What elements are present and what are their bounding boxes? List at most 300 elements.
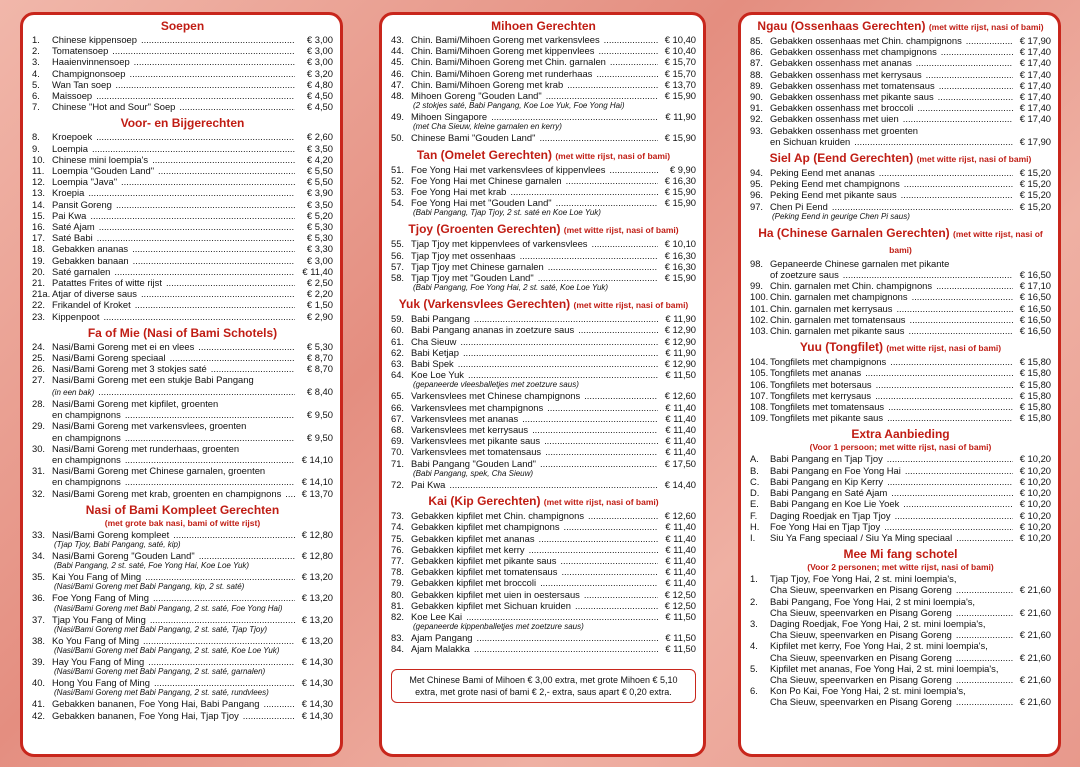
- item-name-wrap: [52, 101, 295, 112]
- section-title-note: (met witte rijst, nasi of bami): [928, 22, 1044, 32]
- item-name: Babi Pangang en Saté Ajam: [770, 487, 888, 499]
- item-name-wrap: [411, 250, 658, 261]
- section-title-text: Nasi of Bami Kompleet Gerechten: [85, 502, 280, 517]
- item-number: 4.: [750, 640, 758, 652]
- item-number: E.: [750, 498, 759, 510]
- item-name: Gebakken ossenhass met broccoli: [770, 102, 914, 114]
- item-price: € 21,60: [1013, 584, 1051, 595]
- section-title-text: Mee Mi fang schotel: [843, 547, 958, 562]
- item-name: Tongfilets met pikante saus: [770, 412, 884, 424]
- menu-item: [750, 573, 1051, 584]
- item-description: (Babi Pangang, 2 st. saté, Foe Yong Hai, Koe Loe Yuk): [54, 561, 250, 571]
- item-name-wrap: [411, 479, 658, 490]
- item-description: (Nasi/Bami Goreng met Babi Pangang, 2 st. saté, garnalen): [54, 667, 266, 677]
- menu-item: [391, 533, 696, 544]
- item-description: (met Cha Sieuw, kleine garnalen en kerry): [413, 122, 562, 132]
- item-number: 109.: [750, 412, 769, 424]
- item-number: 77.: [391, 554, 405, 566]
- item-price: € 14,10: [295, 454, 333, 465]
- menu-item: [391, 197, 696, 208]
- item-name-wrap: [52, 56, 295, 67]
- item-price: € 10,20: [1013, 521, 1051, 532]
- item-name: Nasi/Bami Goreng speciaal: [52, 352, 166, 364]
- menu-item-continuation: [750, 136, 1051, 147]
- item-name-wrap: [770, 280, 1013, 291]
- menu-item: [391, 402, 696, 413]
- item-number: 99.: [750, 280, 764, 292]
- item-number: 6.: [750, 685, 758, 697]
- item-price: € 13,20: [295, 571, 333, 582]
- section-title-text: Soepen: [160, 19, 205, 33]
- item-price: € 15,80: [1013, 367, 1051, 378]
- section-title-text: Tan (Omelet Gerechten): [416, 147, 552, 162]
- menu-item: [750, 521, 1051, 532]
- menu-item: [32, 79, 333, 90]
- item-number: 64.: [391, 369, 405, 381]
- item-price-spacer: [295, 443, 333, 454]
- item-name-wrap: [770, 258, 1013, 269]
- item-number: 4.: [32, 67, 40, 79]
- item-name-wrap: [52, 352, 295, 363]
- menu-item: [391, 238, 696, 249]
- menu-item: [32, 210, 333, 221]
- item-name-continued: en champignons: [52, 453, 121, 465]
- section-title-note: (met witte rijst, nasi of bami): [916, 154, 1032, 165]
- item-number: 20.: [32, 265, 46, 277]
- menu-item: [391, 336, 696, 347]
- menu-item: [32, 363, 333, 374]
- item-number: 90.: [750, 91, 764, 103]
- item-price-spacer: [1013, 596, 1051, 607]
- item-name-wrap: [411, 577, 658, 588]
- item-price: € 17,40: [1013, 46, 1051, 57]
- item-name-continued-wrap: [770, 607, 1013, 618]
- item-description: (Babi Pangang, Tjap Tjoy, 2 st. saté en Koe Loe Yuk): [413, 208, 601, 218]
- item-price: € 15,90: [658, 197, 696, 208]
- item-name: Chin. garnalen met Chin. champignons: [770, 280, 933, 292]
- item-number: 83.: [391, 632, 405, 644]
- item-name: Gebakken ossenhass met champignons: [770, 46, 937, 58]
- item-number: 7.: [32, 101, 40, 113]
- item-number: 105.: [750, 367, 769, 379]
- item-number: B.: [750, 464, 759, 476]
- item-number: 43.: [391, 34, 405, 45]
- item-price: € 21,60: [1013, 696, 1051, 707]
- item-price: € 10,20: [1013, 476, 1051, 487]
- item-number: 40.: [32, 677, 46, 689]
- section-title: [750, 151, 1051, 167]
- menu-item: [32, 420, 333, 431]
- item-name-wrap: [770, 521, 1013, 532]
- section-title: [32, 116, 333, 131]
- item-price: € 15,20: [1013, 201, 1051, 212]
- item-price: € 16,50: [1013, 314, 1051, 325]
- item-name: Tongfilets met ananas: [770, 367, 862, 379]
- item-number-spacer: [750, 136, 770, 147]
- item-name-wrap: [411, 611, 658, 622]
- item-name-wrap: [411, 424, 658, 435]
- item-name-wrap: [770, 685, 1013, 696]
- item-price: € 15,90: [658, 186, 696, 197]
- item-name-wrap: [411, 632, 658, 643]
- item-name-wrap: [411, 313, 658, 324]
- item-name-wrap: [411, 643, 658, 654]
- item-name: Gebakken ossenhass met kerrysaus: [770, 68, 922, 80]
- menu-panel-right: [738, 12, 1061, 757]
- item-name: Tjap Tjoy met kippenvlees of varkensvlees: [411, 238, 588, 250]
- menu-item: [32, 592, 333, 603]
- item-price: € 11,40: [295, 266, 333, 277]
- menu-item: [391, 90, 696, 101]
- item-name: Gebakken kipfilet met tomatensaus: [411, 566, 558, 578]
- item-name: Chin. garnalen met tomatensaus: [770, 313, 906, 325]
- item-price: € 10,20: [1013, 498, 1051, 509]
- menu-item: [32, 34, 333, 45]
- item-name: Chinese kippensoep: [52, 34, 137, 45]
- item-price: € 16,30: [658, 261, 696, 272]
- item-name-wrap: [770, 314, 1013, 325]
- item-price: € 2,50: [295, 277, 333, 288]
- item-price: € 14,30: [295, 656, 333, 667]
- item-name: Babi Pangang en Kip Kerry: [770, 475, 884, 487]
- item-name: Tjap Tjoy met Chinese garnalen: [411, 260, 544, 272]
- item-name-wrap: [52, 363, 295, 374]
- item-name-wrap: [770, 201, 1013, 212]
- item-number: 35.: [32, 571, 46, 583]
- menu-item: [32, 341, 333, 352]
- item-price: € 11,50: [658, 632, 696, 643]
- menu-item: [32, 56, 333, 67]
- item-number: 8.: [32, 131, 40, 143]
- item-name-continued-wrap: [52, 454, 295, 465]
- item-number: 5.: [32, 78, 40, 90]
- section-title-note: (met witte rijst, nasi of bami): [886, 343, 1002, 354]
- menu-item: [750, 46, 1051, 57]
- item-number: 62.: [391, 346, 405, 358]
- item-number: F.: [750, 509, 758, 521]
- item-number: 15.: [32, 209, 46, 221]
- item-name-wrap: [52, 34, 295, 45]
- item-number: 22.: [32, 299, 46, 311]
- item-name: Gebakken kipfilet met kerry: [411, 543, 525, 555]
- menu-item: [32, 277, 333, 288]
- item-number: 59.: [391, 313, 405, 325]
- item-price: € 14,30: [295, 698, 333, 709]
- item-number: 65.: [391, 390, 405, 402]
- item-price: € 2,20: [295, 288, 333, 299]
- item-name: Tjap You Fang of Ming: [52, 613, 146, 625]
- item-name: Pai Kwa: [52, 209, 87, 221]
- item-price-spacer: [295, 420, 333, 431]
- item-name: Chen Pi Eend: [770, 200, 828, 212]
- item-name: Gebakken ossenhass met uien: [770, 113, 899, 125]
- item-name-continued: of zoetzure saus: [770, 269, 839, 281]
- item-price: € 4,20: [295, 154, 333, 165]
- item-name-wrap: [411, 446, 658, 457]
- menu-item: [32, 154, 333, 165]
- item-name-wrap: [770, 189, 1013, 200]
- item-number: 19.: [32, 254, 46, 266]
- item-number: 100.: [750, 291, 769, 303]
- item-name-wrap: [411, 164, 658, 175]
- item-name-wrap: [770, 367, 1013, 378]
- item-name: Nasi/Bami Goreng met krab, groenten en champignons: [52, 487, 282, 499]
- item-description: (Babi Pangang, Foe Yong Hai, 2 st. saté, Koe Loe Yuk): [413, 283, 609, 293]
- item-name: Koe Loe Yuk: [411, 369, 464, 381]
- item-name-continued: Cha Sieuw, speenvarken en Pisang Goreng: [770, 696, 952, 708]
- menu-item: [750, 356, 1051, 367]
- item-price: € 17,40: [1013, 113, 1051, 124]
- item-number: 87.: [750, 57, 764, 69]
- item-description: (Nasi/Bami Goreng met Babi Pangang, 2 st. saté, Koe Loe Yuk): [54, 645, 280, 655]
- item-number: 98.: [750, 257, 764, 269]
- menu-item: [750, 476, 1051, 487]
- item-price: € 15,80: [1013, 401, 1051, 412]
- menu-item-continuation: [750, 607, 1051, 618]
- item-price: € 11,40: [658, 521, 696, 532]
- item-name-wrap: [52, 187, 295, 198]
- menu-item: [391, 479, 696, 490]
- item-name-wrap: [770, 510, 1013, 521]
- item-number-spacer: [750, 607, 770, 618]
- item-price: € 4,50: [295, 101, 333, 112]
- item-name: Varkensvlees met tomatensaus: [411, 446, 542, 458]
- menu-item: [391, 521, 696, 532]
- item-number: 17.: [32, 232, 46, 244]
- section-title: [391, 494, 696, 510]
- item-name-wrap: [52, 131, 295, 142]
- item-name-wrap: [52, 374, 295, 385]
- item-price: € 5,20: [295, 210, 333, 221]
- item-number: 106.: [750, 378, 769, 390]
- item-description: (Peking Eend in geurige Chen Pi saus): [772, 211, 910, 221]
- item-name-wrap: [770, 640, 1013, 651]
- section-title: [391, 297, 696, 313]
- item-price: € 16,50: [1013, 291, 1051, 302]
- item-name-wrap: [770, 46, 1013, 57]
- menu-item: [750, 125, 1051, 136]
- item-name: Chin. garnalen met kerrysaus: [770, 302, 893, 314]
- item-number: 37.: [32, 613, 46, 625]
- item-name: Nasi/Bami Goreng met een stukje Babi Pangang: [52, 374, 254, 386]
- item-name: Foe Yong Hai met "Gouden Land": [411, 197, 552, 209]
- item-price: € 13,70: [295, 488, 333, 499]
- item-name: Foe Yong Hai met Chinese garnalen: [411, 174, 562, 186]
- item-name: Varkensvlees met champignons: [411, 401, 544, 413]
- item-name-wrap: [411, 238, 658, 249]
- menu-item: [32, 255, 333, 266]
- menu-section: [391, 494, 696, 654]
- menu-item: [750, 303, 1051, 314]
- item-number-spacer: [750, 629, 770, 640]
- menu-item: [32, 232, 333, 243]
- item-name-wrap: [52, 243, 295, 254]
- item-name-continued: Cha Sieuw, speenvarken en Pisang Goreng: [770, 651, 952, 663]
- item-name: Hay You Fang of Ming: [52, 655, 145, 667]
- item-name-wrap: [770, 618, 1013, 629]
- item-name-wrap: [411, 533, 658, 544]
- item-price: € 8,70: [295, 363, 333, 374]
- item-name-wrap: [770, 91, 1013, 102]
- item-name: Gebakken bananen, Foe Yong Hai, Babi Pangang: [52, 698, 260, 710]
- item-price: € 3,50: [295, 143, 333, 154]
- item-price: € 5,30: [295, 232, 333, 243]
- item-name: Nasi/Bami Goreng met runderhaas, groenten: [52, 442, 240, 454]
- menu-item: [391, 68, 696, 79]
- item-number: 6.: [32, 90, 40, 102]
- item-number: 86.: [750, 46, 764, 58]
- item-price: € 11,40: [658, 555, 696, 566]
- section-title-text: Tjoy (Groenten Gerechten): [408, 222, 561, 237]
- item-name-wrap: [52, 143, 295, 154]
- item-name: Kroepoek: [52, 131, 93, 143]
- item-number: 1.: [750, 573, 758, 585]
- item-number: 42.: [32, 709, 46, 721]
- menu-item: [391, 390, 696, 401]
- item-number: 67.: [391, 412, 405, 424]
- item-price: € 17,10: [1013, 280, 1051, 291]
- item-name: Ko You Fang of Ming: [52, 634, 140, 646]
- item-name-wrap: [52, 710, 295, 721]
- section-title-text: Yuk (Varkensvlees Gerechten): [398, 297, 571, 312]
- item-price: € 16,50: [1013, 325, 1051, 336]
- item-number: 27.: [32, 374, 46, 386]
- menu-item: [391, 261, 696, 272]
- menu-item-continuation: [32, 409, 333, 420]
- item-number-spacer: [750, 269, 770, 280]
- item-name: Mihoen Singapore: [411, 111, 488, 123]
- item-number: H.: [750, 520, 760, 532]
- item-name: Saté Ajam: [52, 221, 95, 233]
- item-name-continued-wrap: [770, 652, 1013, 663]
- item-name: Wan Tan soep: [52, 78, 112, 90]
- item-name: Gebakken ossenhass met pikante saus: [770, 91, 934, 103]
- item-name-wrap: [52, 614, 295, 625]
- item-name: Gebakken kipfilet met ananas: [411, 532, 535, 544]
- item-price: € 9,90: [658, 164, 696, 175]
- menu-item: [750, 640, 1051, 651]
- item-name-wrap: [411, 566, 658, 577]
- section-title-text: Fa of Mie (Nasi of Bami Schotels): [87, 325, 278, 340]
- item-name: Gebakken kipfilet met broccoli: [411, 577, 537, 589]
- item-number: 70.: [391, 446, 405, 458]
- item-name-wrap: [770, 465, 1013, 476]
- item-name: Chin. Bami/Mihoen Goreng met varkensvlees: [411, 34, 600, 45]
- menu-item: [750, 510, 1051, 521]
- item-name-wrap: [52, 677, 295, 688]
- item-name: Varkensvlees met kerrysaus: [411, 424, 529, 436]
- menu-item: [32, 221, 333, 232]
- section-title-text: Ha (Chinese Garnalen Gerechten): [758, 225, 950, 240]
- item-number: 94.: [750, 167, 764, 179]
- item-price-spacer: [295, 398, 333, 409]
- menu-item: [391, 347, 696, 358]
- item-name-continued-wrap: [770, 269, 1013, 280]
- item-price: € 1,50: [295, 299, 333, 310]
- menu-item: [32, 677, 333, 688]
- item-price: € 12,80: [295, 550, 333, 561]
- item-name-wrap: [770, 178, 1013, 189]
- item-name: Tongfilets met tomatensaus: [770, 401, 885, 413]
- item-name-wrap: [770, 532, 1013, 543]
- menu-item: [391, 175, 696, 186]
- menu-item: [32, 529, 333, 540]
- item-name: Gebakken ossenhass met groenten: [770, 124, 919, 136]
- item-name-wrap: [411, 175, 658, 186]
- item-name: Nasi/Bami Goreng "Gouden Land": [52, 549, 195, 561]
- item-name: Kon Po Kai, Foe Yong Hai, 2 st. mini loempia's,: [770, 685, 966, 697]
- menu-item: [32, 465, 333, 476]
- menu-item: [750, 390, 1051, 401]
- item-number: 68.: [391, 424, 405, 436]
- item-price: € 15,20: [1013, 167, 1051, 178]
- item-name-wrap: [411, 600, 658, 611]
- item-name-continued-wrap: [770, 696, 1013, 707]
- item-number: 79.: [391, 577, 405, 589]
- item-price: € 10,20: [1013, 465, 1051, 476]
- item-name-wrap: [770, 113, 1013, 124]
- item-price: € 11,40: [658, 533, 696, 544]
- item-price: € 16,50: [1013, 303, 1051, 314]
- item-number: 89.: [750, 79, 764, 91]
- item-name-continued-wrap: [770, 674, 1013, 685]
- item-name-continued: en Sichuan kruiden: [770, 135, 851, 147]
- menu-item: [32, 45, 333, 56]
- item-name-wrap: [770, 412, 1013, 423]
- item-price: € 11,40: [658, 424, 696, 435]
- item-price: € 11,50: [658, 611, 696, 622]
- item-description: (Babi Pangang, spek, Cha Sieuw): [413, 468, 534, 478]
- item-price: € 2,90: [295, 311, 333, 322]
- menu-item: [750, 685, 1051, 696]
- item-name: Chin. garnalen met pikante saus: [770, 325, 905, 337]
- item-name: Mihoen Goreng "Gouden Land": [411, 90, 542, 102]
- item-name: Peking Eend met ananas: [770, 167, 875, 179]
- item-price-spacer: [1013, 663, 1051, 674]
- item-number: 102.: [750, 313, 769, 325]
- item-number: 73.: [391, 510, 405, 522]
- menu-item: [32, 635, 333, 646]
- item-name: Foe Yong Fang of Ming: [52, 592, 149, 604]
- menu-item: [750, 178, 1051, 189]
- menu-footer-note: [391, 669, 696, 703]
- item-name: Kipfilet met ananas, Foe Yong Hai, 2 st. mini loempia's,: [770, 662, 999, 674]
- item-number: 88.: [750, 68, 764, 80]
- item-price: € 15,90: [658, 90, 696, 101]
- menu-section: [750, 547, 1051, 707]
- item-number: I.: [750, 531, 756, 543]
- section-title: [750, 226, 1051, 258]
- item-price: € 17,90: [1013, 136, 1051, 147]
- item-name-wrap: [411, 68, 658, 79]
- item-price: € 15,80: [1013, 356, 1051, 367]
- item-price: € 21,60: [1013, 652, 1051, 663]
- item-price: € 15,80: [1013, 412, 1051, 423]
- item-name: Champignonsoep: [52, 67, 126, 79]
- item-name: Saté garnalen: [52, 265, 111, 277]
- menu-item: [391, 611, 696, 622]
- item-name-wrap: [411, 324, 658, 335]
- item-name: Nasi/Bami Goreng met kipfilet, groenten: [52, 397, 219, 409]
- item-name: Nasi/Bami Goreng met Chinese garnalen, groenten: [52, 465, 266, 477]
- item-number: 9.: [32, 142, 40, 154]
- menu-item: [391, 458, 696, 469]
- item-name: Tongfilets met kerrysaus: [770, 389, 872, 401]
- item-price: € 16,30: [658, 175, 696, 186]
- item-name: Peking Eend met champignons: [770, 178, 900, 190]
- item-number: 54.: [391, 197, 405, 209]
- menu-item: [32, 614, 333, 625]
